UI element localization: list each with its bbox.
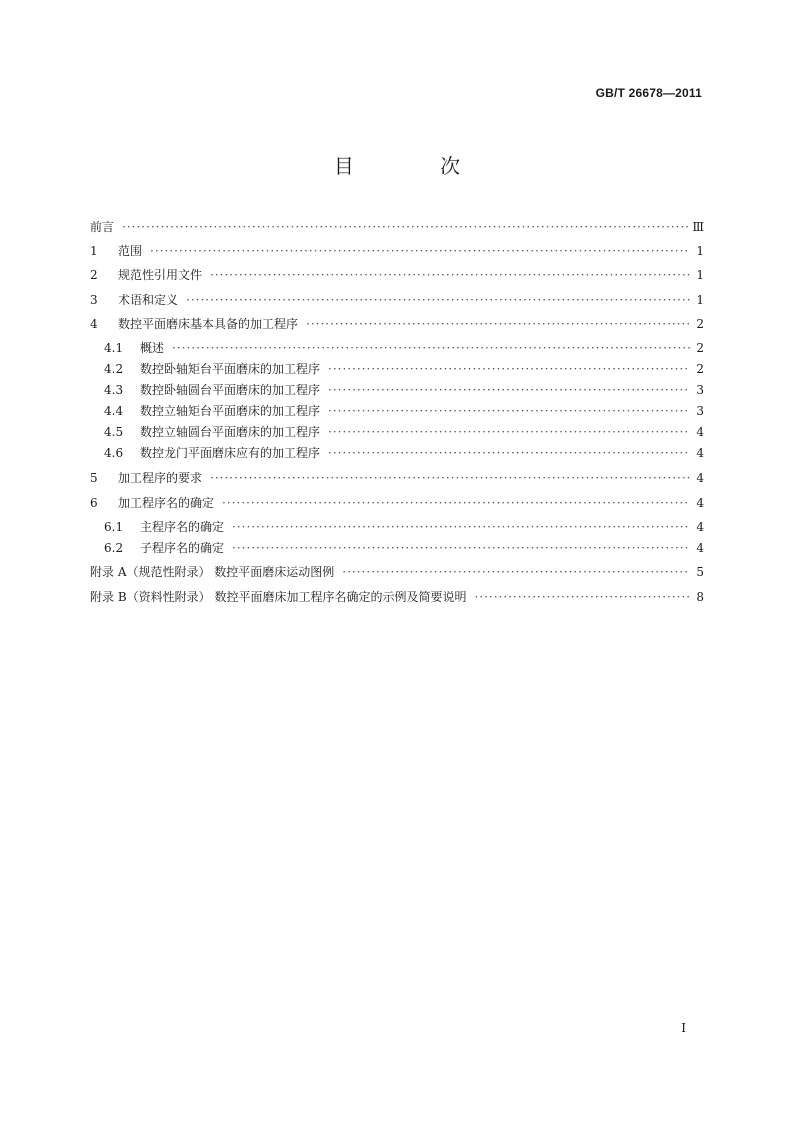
toc-entry-page: 1 [696,244,704,258]
toc-entry-number: 4 [90,317,98,331]
toc-entry-4-3[interactable] [104,381,704,399]
toc-entry-page: Ⅲ [692,220,704,234]
toc-entry-page: 3 [696,404,704,418]
toc-entry-3[interactable] [90,291,704,309]
toc-entry-page: 1 [696,268,704,282]
toc-entry-number: 4.4 [104,404,124,418]
dot-leader [328,423,690,441]
toc-entry-number: 3 [90,293,98,307]
toc-entry-4[interactable] [90,315,704,333]
toc-entry-label: 附录 B（资料性附录） 数控平面磨床加工程序名确定的示例及简要说明 [90,590,467,604]
toc-entry-5[interactable] [90,469,704,487]
toc-entry-label: 规范性引用文件 [118,268,203,282]
toc-entry-number: 1 [90,244,98,258]
toc-entry-page: 4 [696,425,704,439]
dot-leader [232,539,690,557]
toc-entry-label: 子程序名的确定 [140,541,225,555]
toc-entry-page: 4 [696,496,704,510]
toc-entry-page: 3 [696,383,704,397]
toc-entry-label: 术语和定义 [118,293,179,307]
toc-entry-number: 6.1 [104,520,124,534]
dot-leader [222,494,690,512]
toc-entry-foreword[interactable] [90,218,704,236]
dot-leader [172,339,690,357]
toc-entry-number: 4.3 [104,383,124,397]
toc-entry-label: 数控卧轴圆台平面磨床的加工程序 [140,383,321,397]
toc-entry-4-5[interactable] [104,423,704,441]
toc-entry-number: 6 [90,496,98,510]
toc-entry-number: 2 [90,268,98,282]
toc-entry-label: 概述 [140,341,165,355]
toc-entry-number: 4.2 [104,362,124,376]
dot-leader [328,444,690,462]
toc-entry-page: 4 [696,471,704,485]
toc-entry-label: 数控立轴矩台平面磨床的加工程序 [140,404,321,418]
standard-number: GB/T 26678—2011 [595,86,702,100]
page-title: 目 次 [333,154,501,178]
toc-entry-number: 4.1 [104,341,124,355]
toc-entry-6-1[interactable] [104,518,704,536]
toc-entry-6[interactable] [90,494,704,512]
toc-entry-page: 2 [696,362,704,376]
toc-entry-page: 4 [696,541,704,555]
toc-entry-6-2[interactable] [104,539,704,557]
toc-entry-number: 4.5 [104,425,124,439]
dot-leader [232,518,690,536]
toc-entry-page: 4 [696,520,704,534]
dot-leader [328,381,690,399]
toc-entry-page: 2 [696,341,704,355]
dot-leader [306,315,690,333]
dot-leader [474,588,690,606]
toc-entry-number: 5 [90,471,98,485]
toc-entry-number: 4.6 [104,446,124,460]
toc-entry-page: 5 [696,565,704,579]
toc-entry-4-1[interactable] [104,339,704,357]
dot-leader [186,291,690,309]
dot-leader [122,218,688,236]
dot-leader [150,242,690,260]
toc-entry-2[interactable] [90,266,704,284]
toc-entry-label: 数控立轴圆台平面磨床的加工程序 [140,425,321,439]
dot-leader [328,402,690,420]
toc-entry-4-2[interactable] [104,360,704,378]
toc-entry-label: 主程序名的确定 [140,520,225,534]
toc-entry-page: 4 [696,446,704,460]
toc-entry-page: 2 [696,317,704,331]
toc-entry-label: 数控卧轴矩台平面磨床的加工程序 [140,362,321,376]
dot-leader [210,469,690,487]
toc-entry-label: 数控平面磨床基本具备的加工程序 [118,317,299,331]
toc-entry-label: 附录 A（规范性附录） 数控平面磨床运动图例 [90,565,335,579]
toc-entry-4-4[interactable] [104,402,704,420]
dot-leader [210,266,690,284]
dot-leader [328,360,690,378]
toc-entry-number: 6.2 [104,541,124,555]
page-number: I [681,1021,686,1035]
dot-leader [342,563,690,581]
toc-entry-label: 前言 [90,220,115,234]
toc-entry-label: 加工程序的要求 [118,471,203,485]
toc-entry-page: 1 [696,293,704,307]
toc-entry-annex-b[interactable] [90,588,704,606]
toc-entry-label: 数控龙门平面磨床应有的加工程序 [140,446,321,460]
toc-entry-label: 加工程序名的确定 [118,496,215,510]
toc-entry-4-6[interactable] [104,444,704,462]
toc-entry-1[interactable] [90,242,704,260]
toc-entry-annex-a[interactable] [90,563,704,581]
toc-entry-page: 8 [696,590,704,604]
toc-entry-label: 范围 [118,244,143,258]
